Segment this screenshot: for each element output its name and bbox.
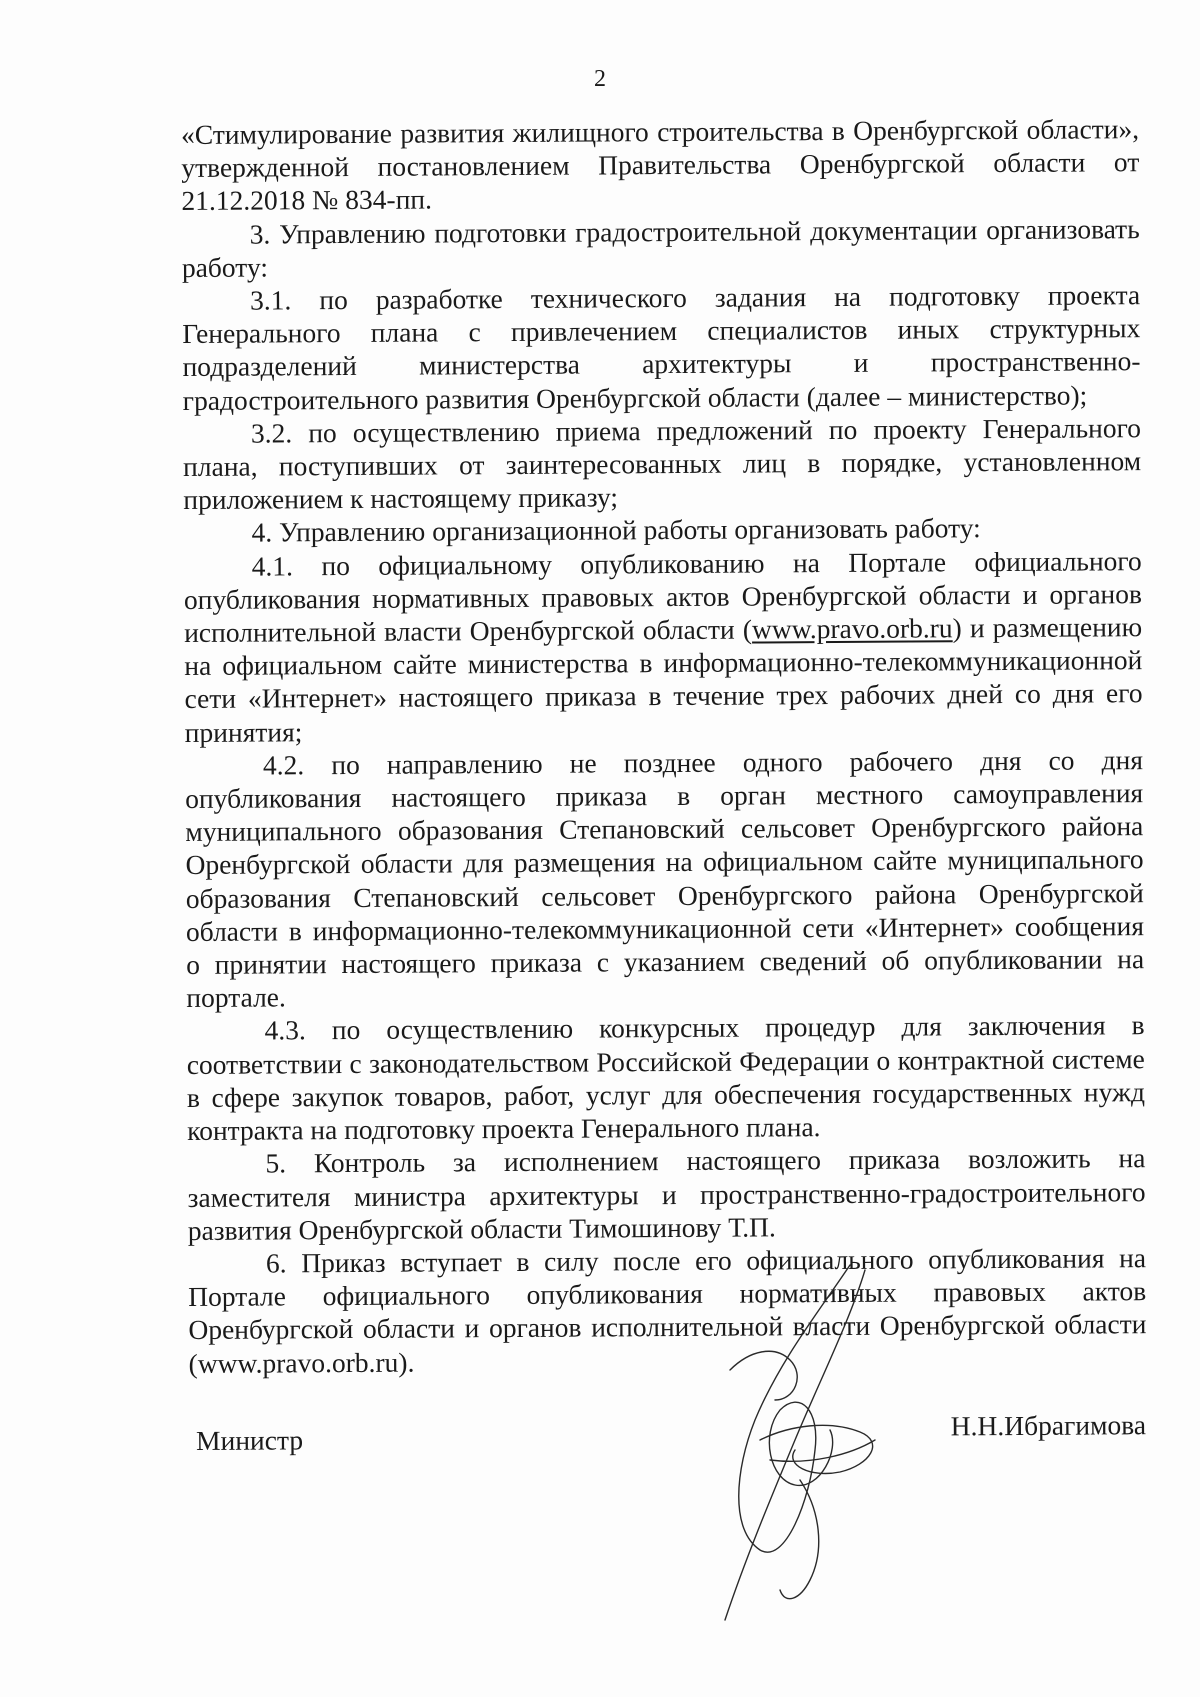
- document-body: [181, 112, 1147, 1380]
- paragraph-item-3-2: 3.2. по осуществлению приема предложений по проекту Генерального плана, поступивших от заинтересованных лиц в порядке, установленном приложением к настоящему приказу;: [183, 411, 1142, 516]
- paragraph-item-6: 6. Приказ вступает в силу после его официального опубликования на Портале официального опубликования нормативных правовых актов Оренбургской области и органов исполнительной власти Оренбургской области (www.pravo.orb.ru).: [188, 1242, 1147, 1379]
- handwritten-signature: [700, 1250, 940, 1630]
- paragraph-item-4-1: [184, 544, 1143, 749]
- paragraph-item-5: 5. Контроль за исполнением настоящего приказа возложить на заместителя министра архитектуры и пространственно-градостроительного развития Оренбургской области Тимошинову Т.П.: [187, 1142, 1146, 1246]
- signatory-name: Н.Н.Ибрагимова: [950, 1409, 1147, 1442]
- paragraph-item-4: 4. Управлению организационной работы организовать работу:: [251, 512, 981, 549]
- paragraph-item-3-1: 3.1. по разработке технического задания на подготовку проекта Генерального плана с привлечением специалистов иных структурных подразделений министерства архитектуры и пространственно-градостроительного развития Оренбургской области (далее – министерство);: [182, 279, 1141, 416]
- paragraph-program-reference: «Стимулирование развития жилищного строительства в Оренбургской области», утвержденной постановлением Правительства Оренбургской области от 21.12.2018 № 834-пп.: [181, 113, 1140, 217]
- signatory-title: Министр: [196, 1424, 304, 1456]
- page-number: 2: [594, 66, 606, 92]
- paragraph-item-3: 3. Управлению подготовки градостроительной документации организовать работу:: [181, 212, 1140, 283]
- paragraph-item-4-1-text-start: 4.1. по официальному опубликованию на Портале официального опубликования нормативных правовых актов Оренбургской области и органов исполнительной власти Оренбургской области (: [183, 544, 1143, 649]
- signature-block: [196, 1409, 1147, 1456]
- pravo-portal-link[interactable]: www.pravo.orb.ru: [751, 612, 953, 645]
- paragraph-item-4-2: 4.2. по направлению не позднее одного рабочего дня со дня опубликования настоящего приказа в орган местного самоуправления муниципального образования Степановский сельсовет Оренбургского района Оренбургской области для размещения на официальном сайте муниципального образования Степановский сельсовет Оренбургского района Оренбургской области в информационно-телекоммуникационной сети «Интернет» сообщения о принятии настоящего приказа с указанием сведений об опубликовании на портале.: [185, 743, 1145, 1014]
- paragraph-item-4-1-text-end: ) и размещению на официальном сайте министерства в информационно-телекоммуникационной сети «Интернет» настоящего приказа в течение трех рабочих дней со дня его принятия;: [184, 611, 1143, 748]
- paragraph-item-4-3: 4.3. по осуществлению конкурсных процедур для заключения в соответствии с законодательством Российской Федерации о контрактной системе в сфере закупок товаров, работ, услуг для обеспечения государственных нужд контракта на подготовку проекта Генерального плана.: [186, 1009, 1146, 1147]
